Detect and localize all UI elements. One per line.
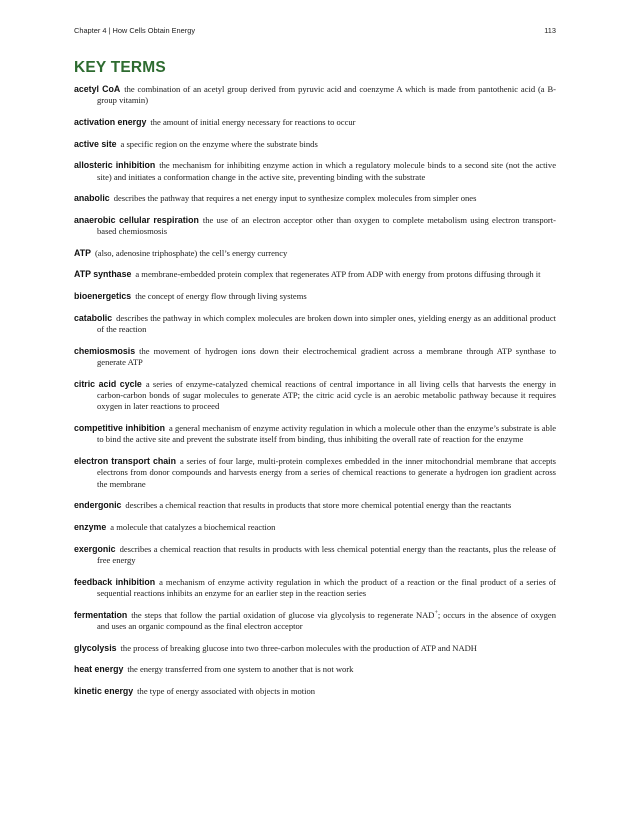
- term-definition: the type of energy associated with objects in motion: [137, 685, 316, 696]
- term-definition: a membrane-embedded protein complex that regenerates ATP from ADP with energy from protons diffusing through it: [135, 269, 541, 280]
- term-name: bioenergetics: [74, 290, 132, 301]
- term-name: activation energy: [74, 117, 147, 127]
- term-entry: [74, 193, 556, 204]
- term-name: fermentation: [74, 609, 128, 620]
- term-entry: [74, 139, 556, 150]
- term-definition: the concept of energy flow through living systems: [135, 290, 307, 301]
- term-definition: the combination of an acetyl group derived from pyruvic acid and coenzyme A which is made from pantothenic acid (a B-group vitamin): [97, 84, 557, 106]
- term-definition: describes a chemical reaction that results in products with less chemical potential energy than the reactants, plus the release of free energy: [97, 543, 556, 565]
- term-entry: [74, 160, 556, 183]
- nad-superscript: +: [434, 609, 438, 616]
- term-name: anabolic: [74, 193, 110, 204]
- term-name: ATP synthase: [74, 269, 132, 280]
- term-entry: [74, 379, 556, 413]
- term-entry: [74, 215, 556, 238]
- term-name: chemiosmosis: [74, 345, 136, 356]
- term-definition: the amount of initial energy necessary for reactions to occur: [150, 117, 356, 127]
- chapter-title: Chapter 4 | How Cells Obtain Energy: [74, 26, 196, 35]
- term-name: endergonic: [74, 500, 122, 511]
- term-definition: a molecule that catalyzes a biochemical reaction: [110, 521, 276, 532]
- term-name: exergonic: [74, 543, 116, 554]
- running-header: [74, 26, 556, 38]
- term-definition-part: ; occurs in the absence of oxygen and uses an organic compound as the final electron acceptor: [97, 609, 556, 631]
- term-entry: [74, 544, 556, 567]
- term-entry: [74, 664, 556, 675]
- term-name: anaerobic cellular respiration: [74, 214, 199, 225]
- term-definition-part: the steps that follow the partial oxidation of glucose via glycolysis to regenerate NAD: [131, 609, 435, 620]
- term-definition: the mechanism for inhibiting enzyme action in which a regulatory molecule binds to a second site (not the active site) and initiates a conformation change in the active site, preventing binding with the substrate: [97, 160, 556, 182]
- term-definition: describes a chemical reaction that results in products that store more chemical potential energy than the reactants: [125, 500, 512, 511]
- term-entry: [74, 117, 556, 128]
- term-entry: [74, 313, 556, 336]
- term-definition: describes the pathway in which complex molecules are broken down into simpler ones, yielding energy as an additional product of the reaction: [97, 312, 556, 334]
- term-entry: [74, 643, 556, 654]
- term-entry: [74, 500, 556, 511]
- term-entry: [74, 577, 556, 600]
- term-definition: the movement of hydrogen ions down their electrochemical gradient across a membrane through ATP synthase to generate ATP: [97, 345, 556, 367]
- term-entry: [74, 423, 556, 446]
- term-name: electron transport chain: [74, 455, 176, 466]
- term-name: glycolysis: [74, 642, 117, 653]
- term-name: kinetic energy: [74, 685, 134, 696]
- section-title: KEY TERMS: [74, 59, 166, 76]
- term-definition: [97, 610, 556, 631]
- key-terms-list: [74, 84, 556, 707]
- term-name: competitive inhibition: [74, 422, 165, 433]
- term-name: acetyl CoA: [74, 84, 121, 94]
- term-definition: the use of an electron acceptor other than oxygen to complete metabolism using electron transport-based chemiosmosis: [97, 214, 556, 237]
- term-definition: a mechanism of enzyme activity regulation in which the product of a reaction or the final product of a series of sequential reactions inhibits an enzyme for an earlier step in the reaction series: [97, 576, 557, 598]
- page-number: 113: [544, 26, 556, 35]
- term-definition: the process of breaking glucose into two three-carbon molecules with the production of ATP and NADH: [120, 642, 477, 653]
- term-definition: a series of enzyme-catalyzed chemical reactions of central importance in all living cells that harvests the energy in carbon-carbon bonds of sugar molecules to generate ATP; the citric acid cycle is an aerobic metabolic pathway because it requires oxygen in later reactions to proceed: [97, 378, 557, 412]
- term-definition: describes the pathway that requires a net energy input to synthesize complex molecules from simpler ones: [113, 193, 477, 204]
- term-name: citric acid cycle: [74, 378, 142, 389]
- term-name: feedback inhibition: [74, 576, 156, 587]
- term-definition: the energy transferred from one system to another that is not work: [127, 664, 354, 675]
- term-name: catabolic: [74, 312, 113, 323]
- term-definition: a specific region on the enzyme where the substrate binds: [120, 138, 318, 149]
- term-entry: [74, 291, 556, 302]
- term-definition: a general mechanism of enzyme activity regulation in which a molecule other than the enzyme’s substrate is able to bind the active site and prevent the substrate itself from binding, thus inhibiting the overall rate of reaction for the enzyme: [97, 422, 557, 445]
- term-entry: [74, 269, 556, 280]
- term-entry: [74, 346, 556, 369]
- term-entry: [74, 610, 556, 633]
- term-name: heat energy: [74, 664, 124, 675]
- term-name: allosteric inhibition: [74, 160, 156, 171]
- term-definition: a series of four large, multi-protein complexes embedded in the inner mitochondrial membrane that accepts electrons from donor compounds and harvests energy from a series of chemical reactions to generate a hydrogen ion gradient across the membrane: [97, 455, 556, 489]
- term-entry: [74, 522, 556, 533]
- term-entry: [74, 84, 556, 107]
- term-name: ATP: [74, 247, 91, 258]
- term-entry: [74, 456, 556, 490]
- term-name: enzyme: [74, 521, 107, 532]
- term-definition: (also, adenosine triphosphate) the cell’s energy currency: [94, 247, 288, 258]
- term-name: active site: [74, 138, 117, 149]
- term-entry: [74, 248, 556, 259]
- term-entry: [74, 686, 556, 697]
